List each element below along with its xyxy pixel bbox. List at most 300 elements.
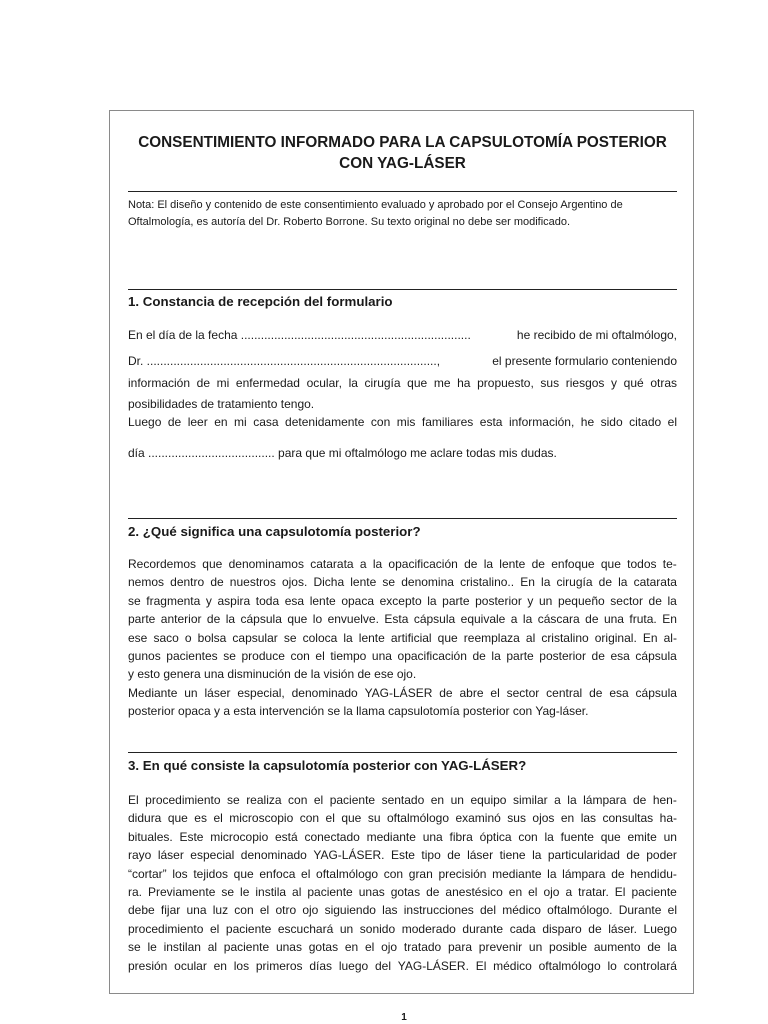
s3-word: un — [663, 829, 677, 844]
s3-word: de — [611, 866, 625, 881]
s1-line-6: día ...................................... para que mi oftalmólogo me aclare todas mis dudas. — [128, 446, 557, 460]
s2-word: y — [205, 593, 212, 608]
s2-line-2 — [128, 573, 677, 591]
s3-word: instrucciones — [403, 903, 474, 918]
s3-word: precisión — [438, 866, 487, 881]
s3-word: al — [292, 885, 302, 900]
s2-word: fragmenta — [146, 593, 201, 608]
s3-word: paciente — [223, 940, 270, 955]
s3-word: en — [344, 940, 359, 955]
s2-line-6 — [128, 647, 677, 665]
s3-word: presión — [128, 958, 168, 973]
s2-word: un — [539, 593, 553, 608]
divider-section-2 — [128, 518, 677, 519]
s1-form-text: el presente formulario conteniendo — [492, 354, 677, 368]
document-frame — [109, 110, 694, 994]
s2-word: abre — [459, 685, 484, 700]
s3-word: examinó — [455, 811, 501, 826]
s3-word: didura — [128, 811, 162, 826]
s2-word: pequeño — [557, 593, 605, 608]
s3-word: escuchará — [277, 921, 334, 936]
s2-word: se — [283, 630, 297, 645]
s2-word: denomina — [401, 575, 454, 590]
s3-word: en — [430, 793, 445, 807]
s3-word: primeros — [255, 958, 303, 973]
s2-word: cápsula — [413, 612, 456, 627]
s3-line-5 — [128, 865, 677, 883]
s2-word: esa — [609, 685, 629, 700]
s2-word: la — [372, 557, 383, 571]
s2-word: de — [589, 685, 603, 700]
s2-word: nemos — [128, 575, 165, 590]
s3-word: las — [580, 811, 597, 826]
s2-word: opaca — [341, 593, 375, 608]
s2-word: lente — [309, 593, 336, 608]
s3-word: se — [221, 885, 235, 900]
s2-word: nuestros — [229, 575, 276, 590]
s2-word: capsular — [232, 630, 278, 645]
s3-word: durante — [462, 921, 504, 936]
s3-word: sus — [507, 811, 526, 826]
s3-word: Este — [179, 829, 204, 844]
s3-word: Durante — [618, 903, 662, 918]
s3-word: a — [565, 885, 573, 900]
s2-word: gunos — [128, 649, 161, 664]
s3-word: las — [382, 903, 398, 918]
s2-word: parte — [442, 593, 470, 608]
s2-word: Recordemos — [128, 557, 197, 571]
s3-word: debe — [128, 903, 155, 918]
s3-word: oftalmólogo — [386, 811, 449, 826]
s3-word: lámpara — [562, 866, 606, 881]
s2-word: que — [437, 630, 458, 645]
s3-word: una — [422, 829, 443, 844]
s2-word: te- — [662, 557, 677, 571]
s2-word: posterior — [539, 649, 586, 664]
s2-word: tiempo — [330, 649, 367, 664]
s3-word: ra. — [128, 885, 143, 900]
s3-word: oftalmólogo. — [547, 903, 613, 918]
s3-word: el — [313, 793, 324, 807]
s1-line-4: posibilidades de tratamiento tengo. — [128, 397, 315, 411]
s3-word: a — [554, 793, 561, 807]
s3-word: de — [447, 848, 461, 863]
s2-word: lo — [312, 612, 323, 627]
s2-word: lente — [358, 630, 385, 645]
divider-section-3 — [128, 752, 677, 753]
s3-word: sentado — [381, 793, 425, 807]
s3-word: fijar — [160, 903, 181, 918]
s3-word: instilan — [163, 940, 201, 955]
s3-word: ojo — [543, 885, 560, 900]
s2-word: cristalino.. — [460, 575, 515, 590]
s2-word: de — [591, 649, 605, 664]
s3-word: “cortar” — [128, 866, 167, 881]
s3-word: Previamente — [148, 885, 216, 900]
document-title — [110, 132, 694, 174]
s3-word: al — [207, 940, 218, 955]
s3-word: conectado — [304, 829, 360, 844]
s3-word: posible — [549, 940, 588, 955]
s2-word: una — [371, 649, 392, 664]
s3-word: de — [647, 940, 661, 955]
s2-word: coloca — [302, 630, 338, 645]
s3-word: fibra — [449, 829, 473, 844]
s3-word: que — [233, 866, 254, 881]
s3-word: sonido — [359, 921, 396, 936]
s3-word: láser — [157, 848, 184, 863]
s3-word: de — [426, 885, 440, 900]
s3-word: prevenir — [478, 940, 523, 955]
s2-word: Esta — [384, 612, 409, 627]
note-line-2: Oftalmología, es autoría del Dr. Roberto Borrone. Su texto original no debe ser modificado. — [128, 216, 571, 228]
s3-word: tratado — [403, 940, 442, 955]
s2-word: la — [541, 575, 551, 590]
s3-word: realiza — [246, 793, 282, 807]
s2-word: posterior — [475, 593, 522, 608]
s2-word: cristalino — [541, 630, 589, 645]
s3-word: la — [532, 848, 542, 863]
s3-word: en — [213, 958, 227, 973]
s2-word: con — [290, 649, 310, 664]
s3-word: particularidad — [547, 848, 620, 863]
s3-word: denominado — [240, 848, 307, 863]
s3-word: el — [667, 903, 677, 918]
s1-doctor-fill: Dr. ......................................................................................., — [128, 354, 441, 368]
s3-word: cada — [509, 921, 536, 936]
s3-word: una — [186, 903, 207, 918]
section-3-body — [128, 791, 677, 975]
s3-word: le — [240, 885, 250, 900]
s3-word: El — [614, 885, 626, 900]
s3-word: láser. — [608, 921, 637, 936]
s3-word: el — [213, 811, 223, 826]
s2-word: Mediante — [128, 685, 178, 700]
s2-word: se — [223, 649, 236, 664]
s2-line-9: posterior opaca y a esta intervención se la llama capsulotomía posterior con Yag-láser. — [128, 704, 589, 719]
s2-word: un — [184, 685, 198, 700]
s3-line-2 — [128, 809, 677, 827]
s2-word: la — [343, 630, 353, 645]
s3-word: de — [626, 848, 640, 863]
s2-word: reemplaza — [463, 630, 520, 645]
s3-word: Luego — [643, 921, 677, 936]
s2-word: la — [225, 612, 236, 627]
authorship-note — [128, 197, 677, 231]
s2-word: En — [642, 630, 658, 645]
divider-section-1 — [128, 289, 677, 290]
s3-word: ojos — [532, 811, 555, 826]
section-2-heading: 2. ¿Qué significa una capsulotomía posterior? — [128, 524, 421, 539]
s3-word: tipo — [421, 848, 441, 863]
s3-word: paciente — [307, 885, 353, 900]
s1-date-line — [128, 325, 677, 351]
s2-word: al — [525, 630, 536, 645]
s3-word: la — [667, 940, 677, 955]
s3-word: de — [632, 793, 647, 807]
s3-line-7 — [128, 901, 677, 919]
s3-word: El — [128, 793, 139, 807]
s3-word: los — [172, 866, 188, 881]
s3-word: lámpara — [583, 793, 627, 807]
s2-word: lente — [350, 575, 377, 590]
s3-line-4 — [128, 846, 677, 864]
s3-word: el — [259, 903, 270, 918]
section-1-body — [128, 325, 677, 463]
s2-word: En — [520, 575, 535, 590]
s3-word: médico — [493, 958, 532, 973]
s2-word: Dicha — [313, 575, 345, 590]
s3-word: El — [475, 958, 487, 973]
s3-word: láser — [467, 848, 494, 863]
s2-word: y — [527, 593, 534, 608]
s3-word: el — [325, 811, 335, 826]
s2-word: fruta. — [629, 612, 657, 627]
s3-word: el — [364, 940, 375, 955]
s3-word: que — [341, 811, 362, 826]
s3-word: tratar. — [578, 885, 609, 900]
s1-doctor-line — [128, 351, 677, 373]
s2-line-3 — [128, 592, 677, 610]
s2-word: parte — [506, 649, 534, 664]
s3-word: Este — [390, 848, 415, 863]
s3-word: hen- — [652, 793, 677, 807]
s3-word: instila — [255, 885, 287, 900]
s3-word: bituales. — [128, 829, 173, 844]
s3-word: equipo — [470, 793, 507, 807]
s3-line-8 — [128, 920, 677, 938]
s3-line-6 — [128, 883, 677, 901]
s2-line-4 — [128, 610, 677, 628]
s3-word: le — [147, 940, 157, 955]
s3-word: con — [288, 793, 308, 807]
s3-word: está — [275, 829, 298, 844]
s3-word: procedimiento — [145, 793, 221, 807]
s2-word: o — [184, 630, 192, 645]
s3-word: paciente — [225, 921, 272, 936]
section-3-heading: 3. En qué consiste la capsulotomía posterior con YAG-LÁSER? — [128, 758, 527, 773]
s2-word: a — [359, 557, 367, 571]
s3-line-9 — [128, 938, 677, 956]
s3-word: ha- — [659, 811, 677, 826]
s2-word: que — [287, 612, 308, 627]
s2-word: opacificación — [388, 557, 458, 571]
s2-word: cápsula — [635, 685, 677, 700]
s2-word: láser — [204, 685, 231, 700]
s2-word: la — [491, 649, 501, 664]
s2-word: parte — [128, 612, 156, 627]
s3-word: en — [560, 811, 575, 826]
s2-word: artificial — [390, 630, 432, 645]
s2-word: todos — [627, 557, 657, 571]
s2-word: que — [600, 557, 621, 571]
s3-word: unas — [275, 940, 302, 955]
s3-word: moderado — [401, 921, 456, 936]
s2-line-1 — [128, 555, 677, 573]
section-2-body — [128, 555, 677, 721]
s3-word: para — [448, 940, 473, 955]
s3-word: rayo — [128, 848, 152, 863]
s2-word: envuelve. — [327, 612, 379, 627]
s1-date-fill: En el día de la fecha ..................................................................... — [128, 328, 471, 342]
s3-word: su — [367, 811, 381, 826]
s3-word: especial — [190, 848, 235, 863]
s2-word: el — [315, 649, 325, 664]
s3-word: con — [234, 903, 254, 918]
s3-word: consultas — [602, 811, 654, 826]
s2-word: de — [210, 575, 224, 590]
s2-word: saco — [153, 630, 179, 645]
s2-word: de — [648, 593, 662, 608]
s2-word: excepto — [379, 593, 422, 608]
s3-word: de — [588, 921, 602, 936]
s3-word: el — [301, 866, 311, 881]
s3-word: se — [128, 940, 141, 955]
s2-word: cápsula — [240, 612, 282, 627]
s2-word: En — [662, 612, 677, 627]
s3-word: microcopio — [210, 829, 269, 844]
s2-word: al- — [663, 630, 677, 645]
page-number: 1 — [401, 1012, 407, 1023]
s3-word: gotas — [308, 940, 339, 955]
s3-word: YAG-LÁSER. — [397, 958, 469, 973]
s3-word: óptica — [479, 829, 512, 844]
s3-word: mediante — [366, 829, 416, 844]
s3-word: controlará — [623, 958, 677, 973]
s3-word: disparo — [542, 921, 582, 936]
s2-word: denominamos — [228, 557, 304, 571]
s2-line-7: y esto genera una disminución de la visión de ese ojo. — [128, 667, 417, 682]
s3-word: ojo — [302, 903, 319, 918]
s1-received-text: he recibido de mi oftalmólogo, — [516, 328, 677, 342]
s3-word: unas — [358, 885, 385, 900]
s2-word: lente — [499, 557, 526, 571]
divider-note — [128, 191, 677, 192]
s2-word: esa — [610, 649, 630, 664]
s2-word: esa — [284, 593, 305, 608]
s2-word: toda — [255, 593, 280, 608]
s3-word: paciente — [329, 793, 376, 807]
s3-word: procedimiento — [128, 921, 204, 936]
s2-word: de — [531, 557, 545, 571]
s3-line-3 — [128, 828, 677, 846]
s1-line-3: información de mi enfermedad ocular, la cirugía que me ha propuesto, sus riesgos y qué otras — [128, 376, 677, 390]
s2-word: denominado — [291, 685, 358, 700]
s2-word: de — [472, 649, 486, 664]
s2-word: la — [483, 557, 494, 571]
s2-word: sector — [506, 685, 540, 700]
s2-word: de — [464, 557, 478, 571]
s3-word: anestésico — [445, 885, 503, 900]
s3-word: similar — [512, 793, 548, 807]
s2-word: bolsa — [197, 630, 227, 645]
s3-word: oftalmólogo — [316, 866, 379, 881]
s2-word: YAG-LÁSER — [364, 685, 433, 700]
s3-word: emite — [627, 829, 657, 844]
s1-line-5: Luego de leer en mi casa detenidamente con mis familiares esta información, he sido citado el — [128, 415, 677, 429]
s3-word: la — [567, 793, 577, 807]
s2-word: pacientes — [166, 649, 218, 664]
s3-word: el — [209, 921, 220, 936]
s3-word: la — [544, 829, 554, 844]
s3-word: ojo — [381, 940, 398, 955]
s3-word: un — [528, 940, 543, 955]
s2-word: ese — [128, 630, 148, 645]
s3-word: del — [374, 958, 391, 973]
s2-word: que — [202, 557, 223, 571]
s3-word: médico — [502, 903, 541, 918]
s3-word: tejidos — [193, 866, 229, 881]
s3-word: tiene — [499, 848, 526, 863]
s3-word: microscopio — [229, 811, 294, 826]
s3-word: luego — [338, 958, 369, 973]
s3-word: YAG-LÁSER. — [313, 848, 385, 863]
s2-word: catarata — [633, 575, 677, 590]
s3-word: un — [339, 921, 354, 936]
s2-word: a — [510, 612, 518, 627]
s3-word: aumento — [593, 940, 641, 955]
s3-word: otro — [275, 903, 297, 918]
s3-word: con — [299, 811, 320, 826]
s2-word: se — [382, 575, 396, 590]
s2-word: la — [522, 612, 533, 627]
s2-word: cápsula — [635, 649, 677, 664]
note-line-1: Nota: El diseño y contenido de este consentimiento evaluado y aprobado por el Consejo Argentino de — [128, 199, 623, 211]
s3-word: un — [450, 793, 464, 807]
s2-word: equivale — [460, 612, 506, 627]
s2-word: se — [128, 593, 141, 608]
s2-word: sector — [610, 593, 643, 608]
s3-word: que — [600, 829, 621, 844]
title-line-1: CONSENTIMIENTO INFORMADO PARA LA CAPSULOTOMÍA POSTERIOR — [138, 134, 667, 151]
s3-word: enfoca — [259, 866, 296, 881]
s3-word: ocular — [174, 958, 207, 973]
s2-word: ojos. — [281, 575, 308, 590]
s3-word: hendidu- — [630, 866, 677, 881]
s2-word: cirugía — [556, 575, 593, 590]
s3-word: poder — [646, 848, 677, 863]
s2-word: aspira — [217, 593, 251, 608]
s3-word: el — [528, 885, 538, 900]
s3-line-10 — [128, 957, 677, 975]
s2-word: la — [667, 593, 677, 608]
s3-word: oftalmólogo — [538, 958, 601, 973]
s2-word: el — [490, 685, 500, 700]
s3-word: del — [479, 903, 496, 918]
s3-word: siguiendo — [324, 903, 376, 918]
s3-line-1 — [128, 791, 677, 809]
s2-word: central — [546, 685, 583, 700]
s2-word: una — [603, 612, 624, 627]
s3-word: días — [309, 958, 333, 973]
s3-word: paciente — [631, 885, 677, 900]
s2-word: de — [598, 575, 613, 590]
s3-word: fuente — [560, 829, 594, 844]
s2-line-5 — [128, 629, 677, 647]
s2-word: produce — [241, 649, 285, 664]
s3-word: gran — [408, 866, 433, 881]
s2-word: cáscara — [537, 612, 580, 627]
s2-word: la — [427, 593, 437, 608]
s3-word: con — [383, 866, 404, 881]
s3-word: luz — [212, 903, 229, 918]
s2-word: catarata — [310, 557, 354, 571]
s2-word: de — [585, 612, 599, 627]
s2-word: enfoque — [551, 557, 595, 571]
s2-word: original. — [594, 630, 637, 645]
s3-word: con — [518, 829, 538, 844]
s2-word: de — [206, 612, 221, 627]
